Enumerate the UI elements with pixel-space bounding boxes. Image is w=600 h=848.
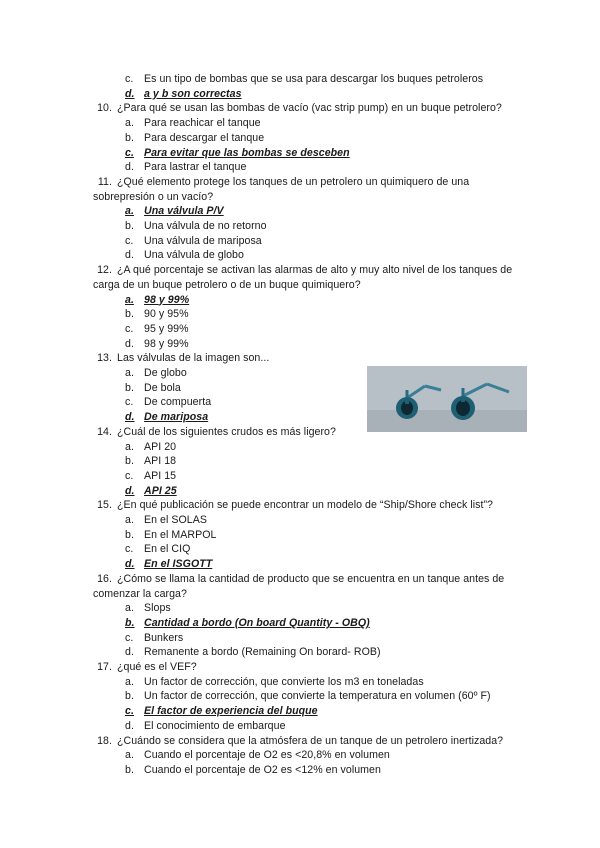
option-text: De globo: [144, 367, 187, 379]
correct-answer-text: a y b son correctas: [144, 87, 242, 100]
option-text: 95 y 99%: [144, 322, 189, 335]
butterfly-valves-photo: [367, 366, 527, 432]
correct-answer-text: Cantidad a bordo (On board Quantity - OBQ): [144, 616, 370, 629]
option-letter: a.: [125, 602, 134, 615]
question-text: ¿Cuál de los siguientes crudos es más ligero?: [117, 425, 336, 438]
option-letter: d.: [125, 249, 134, 262]
option-text: De compuerta: [144, 396, 212, 409]
option-text: Una válvula de no retorno: [144, 220, 267, 232]
question-11-continued: [93, 190, 213, 204]
question-text: comenzar la carga?: [93, 587, 187, 600]
option-text: El conocimiento de embarque: [144, 719, 286, 732]
question-text: ¿Qué elemento protege los tanques de un petrolero un quimiquero de una: [117, 175, 470, 188]
correct-answer-text: El factor de experiencia del buque: [144, 705, 318, 718]
option-text: Una válvula de globo: [144, 249, 244, 262]
option-letter: b.: [125, 220, 134, 232]
option-text: Para lastrar el tanque: [144, 161, 247, 174]
option-letter: b.: [125, 381, 134, 394]
question-text: ¿A qué porcentaje se activan las alarmas de alto y muy alto nivel de los tanques de: [117, 264, 513, 277]
option-text: En el CIQ: [144, 543, 191, 556]
option-text: Es un tipo de bombas que se usa para descargar los buques petroleros: [144, 73, 484, 85]
option-text: Un factor de corrección, que convierte la temperatura en volumen (60º F): [144, 690, 491, 703]
option-letter: d.: [125, 719, 134, 732]
question-number: 12.: [97, 264, 112, 277]
option-letter: b.: [125, 690, 134, 703]
option-text: API 20: [144, 440, 177, 453]
question-text: ¿En qué publicación se puede encontrar un modelo de “Ship/Shore check list”?: [117, 499, 493, 512]
question-text: Las válvulas de la imagen son...: [117, 352, 270, 365]
option-letter: a.: [125, 440, 134, 453]
option-text: Remanente a bordo (Remaining On borard- ROB): [144, 646, 381, 659]
option-letter: a.: [125, 293, 134, 306]
option-letter: c.: [125, 322, 134, 335]
question-number: 15.: [97, 499, 112, 512]
option-letter: a.: [125, 205, 134, 218]
option-text: Cuando el porcentaje de O2 es <12% en volumen: [144, 763, 381, 776]
option-letter: c.: [125, 469, 134, 482]
correct-answer-text: En el ISGOTT: [144, 558, 213, 571]
option-letter: c.: [125, 396, 134, 409]
option-letter: b.: [125, 131, 134, 144]
option-letter: b.: [125, 763, 134, 776]
option-text: API 18: [144, 455, 177, 468]
option-text: API 15: [144, 469, 177, 482]
option-text: 98 y 99%: [144, 337, 189, 350]
option-letter: a.: [125, 514, 134, 526]
question-text: sobrepresión o un vacío?: [93, 190, 214, 203]
correct-answer-text: Una válvula P/V: [144, 205, 224, 218]
option-text: Un factor de corrección, que convierte los m3 en toneladas: [144, 675, 424, 688]
question-number: 10.: [97, 102, 112, 115]
option-text: De bola: [144, 381, 181, 394]
question-text: ¿Cuándo se considera que la atmósfera de un tanque de un petrolero inertizada?: [117, 734, 504, 747]
option-letter: b.: [125, 455, 134, 468]
option-letter: c.: [125, 234, 134, 247]
option-letter: c.: [125, 705, 134, 718]
option-text: Para descargar el tanque: [144, 131, 265, 144]
option-text: Una válvula de mariposa: [144, 234, 262, 247]
question-text: ¿Para qué se usan las bombas de vacío (vac strip pump) en un buque petrolero?: [117, 102, 502, 115]
option-letter: a.: [125, 749, 134, 762]
option-letter: a.: [125, 367, 134, 379]
correct-answer-text: API 25: [144, 484, 177, 497]
option-text: Para reachicar el tanque: [144, 117, 261, 130]
question-number: 13.: [97, 352, 112, 365]
correct-answer-text: 98 y 99%: [144, 293, 190, 306]
option-text: En el MARPOL: [144, 528, 217, 541]
option-letter: a.: [125, 117, 134, 130]
option-letter: d.: [125, 337, 134, 350]
option-letter: b.: [125, 616, 135, 629]
option-letter: d.: [125, 87, 135, 100]
question-text: carga de un buque petrolero o de un buque quimiquero?: [93, 278, 361, 291]
question-number: 18.: [97, 734, 112, 747]
question-16-continued: [93, 587, 187, 601]
option-letter: c.: [125, 73, 134, 85]
option-text: 90 y 95%: [144, 308, 189, 321]
question-number: 11.: [97, 175, 112, 188]
option-letter: d.: [125, 646, 134, 659]
question-number: 14.: [97, 425, 112, 438]
question-text: ¿qué es el VEF?: [117, 661, 197, 673]
correct-answer-text: Para evitar que las bombas se desceben: [144, 146, 350, 159]
option-letter: d.: [125, 484, 135, 497]
option-text: Slops: [144, 602, 171, 615]
option-letter: c.: [125, 146, 134, 159]
valves-illustration: [367, 366, 527, 432]
correct-answer-text: De mariposa: [144, 411, 209, 424]
option-letter: c.: [125, 631, 134, 644]
option-letter: d.: [125, 161, 134, 174]
option-text: Bunkers: [144, 631, 184, 644]
option-letter: a.: [125, 675, 134, 688]
option-text: En el SOLAS: [144, 514, 207, 526]
option-text: Cuando el porcentaje de O2 es <20,8% en volumen: [144, 749, 390, 762]
question-12-continued: [93, 278, 361, 292]
option-letter: b.: [125, 528, 134, 541]
option-letter: d.: [125, 411, 135, 424]
option-letter: d.: [125, 558, 135, 571]
question-number: 17.: [97, 661, 112, 673]
option-letter: c.: [125, 543, 134, 556]
question-text: ¿Cómo se llama la cantidad de producto que se encuentra en un tanque antes de: [117, 572, 505, 585]
question-number: 16.: [97, 572, 112, 585]
option-letter: b.: [125, 308, 134, 321]
